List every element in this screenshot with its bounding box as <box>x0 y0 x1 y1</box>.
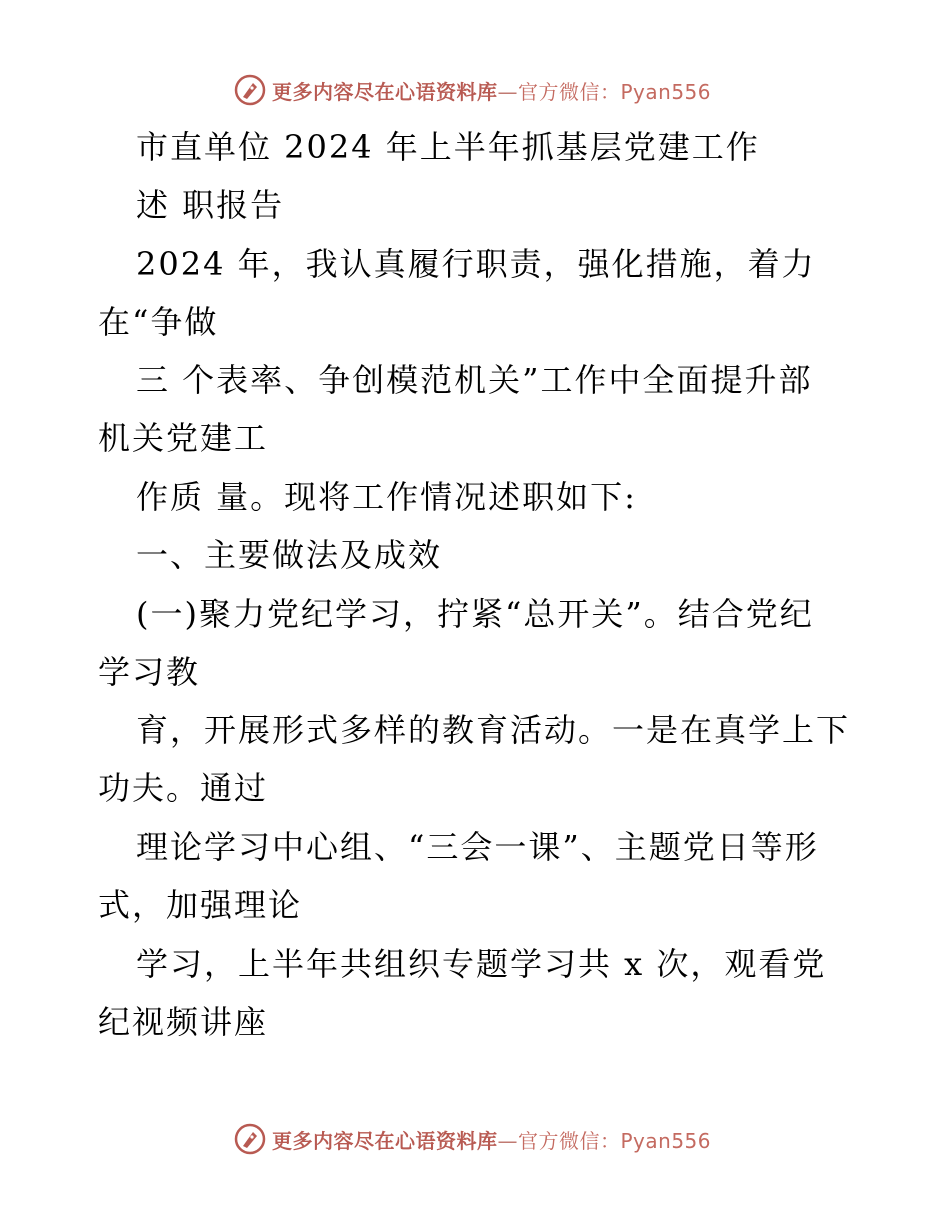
paragraph-line: 2024 年，我认真履行职责，强化措施，着力 <box>136 245 816 283</box>
watermark-contact: 官方微信：Pyan556 <box>518 79 712 104</box>
watermark-main: 更多内容尽在心语资料库 <box>272 1128 498 1153</box>
paragraph-line: 理论学习中心组、“三会一课”、主题党日等形 <box>136 828 819 866</box>
watermark-separator: — <box>497 79 518 104</box>
document-title-line-1: 市直单位 2024 年上半年抓基层党建工作 <box>136 128 760 166</box>
paragraph-line: 纪视频讲座 <box>98 1003 269 1041</box>
pen-nib-logo-icon <box>234 1123 266 1155</box>
watermark-main: 更多内容尽在心语资料库 <box>272 79 498 104</box>
watermark-separator: — <box>497 1128 518 1153</box>
paragraph-line: 作质 量。现将工作情况述职如下: <box>136 478 637 516</box>
paragraph-line: 三 个表率、争创模范机关”工作中全面提升部 <box>136 361 813 399</box>
footer-watermark <box>234 1122 754 1156</box>
paragraph-line: 学习，上半年共组织专题学习共 x 次，观看党 <box>136 945 827 983</box>
paragraph-line: 在“争做 <box>98 303 219 341</box>
paragraph-line: 机关党建工 <box>98 419 269 457</box>
watermark-text <box>272 1125 711 1154</box>
watermark-contact: 官方微信：Pyan556 <box>518 1128 712 1153</box>
paragraph-line: (一)聚力党纪学习，拧紧“总开关”。结合党纪 <box>136 595 814 633</box>
paragraph-line: 学习教 <box>98 653 201 691</box>
paragraph-line: 功夫。通过 <box>98 769 269 807</box>
header-watermark <box>234 73 754 107</box>
paragraph-line: 式，加强理论 <box>98 886 303 924</box>
section-heading: 一、主要做法及成效 <box>136 536 443 574</box>
watermark-text <box>272 76 711 105</box>
paragraph-line: 育，开展形式多样的教育活动。一是在真学上下 <box>136 711 851 749</box>
document-title-line-2: 述 职报告 <box>136 186 285 224</box>
pen-nib-logo-icon <box>234 74 266 106</box>
